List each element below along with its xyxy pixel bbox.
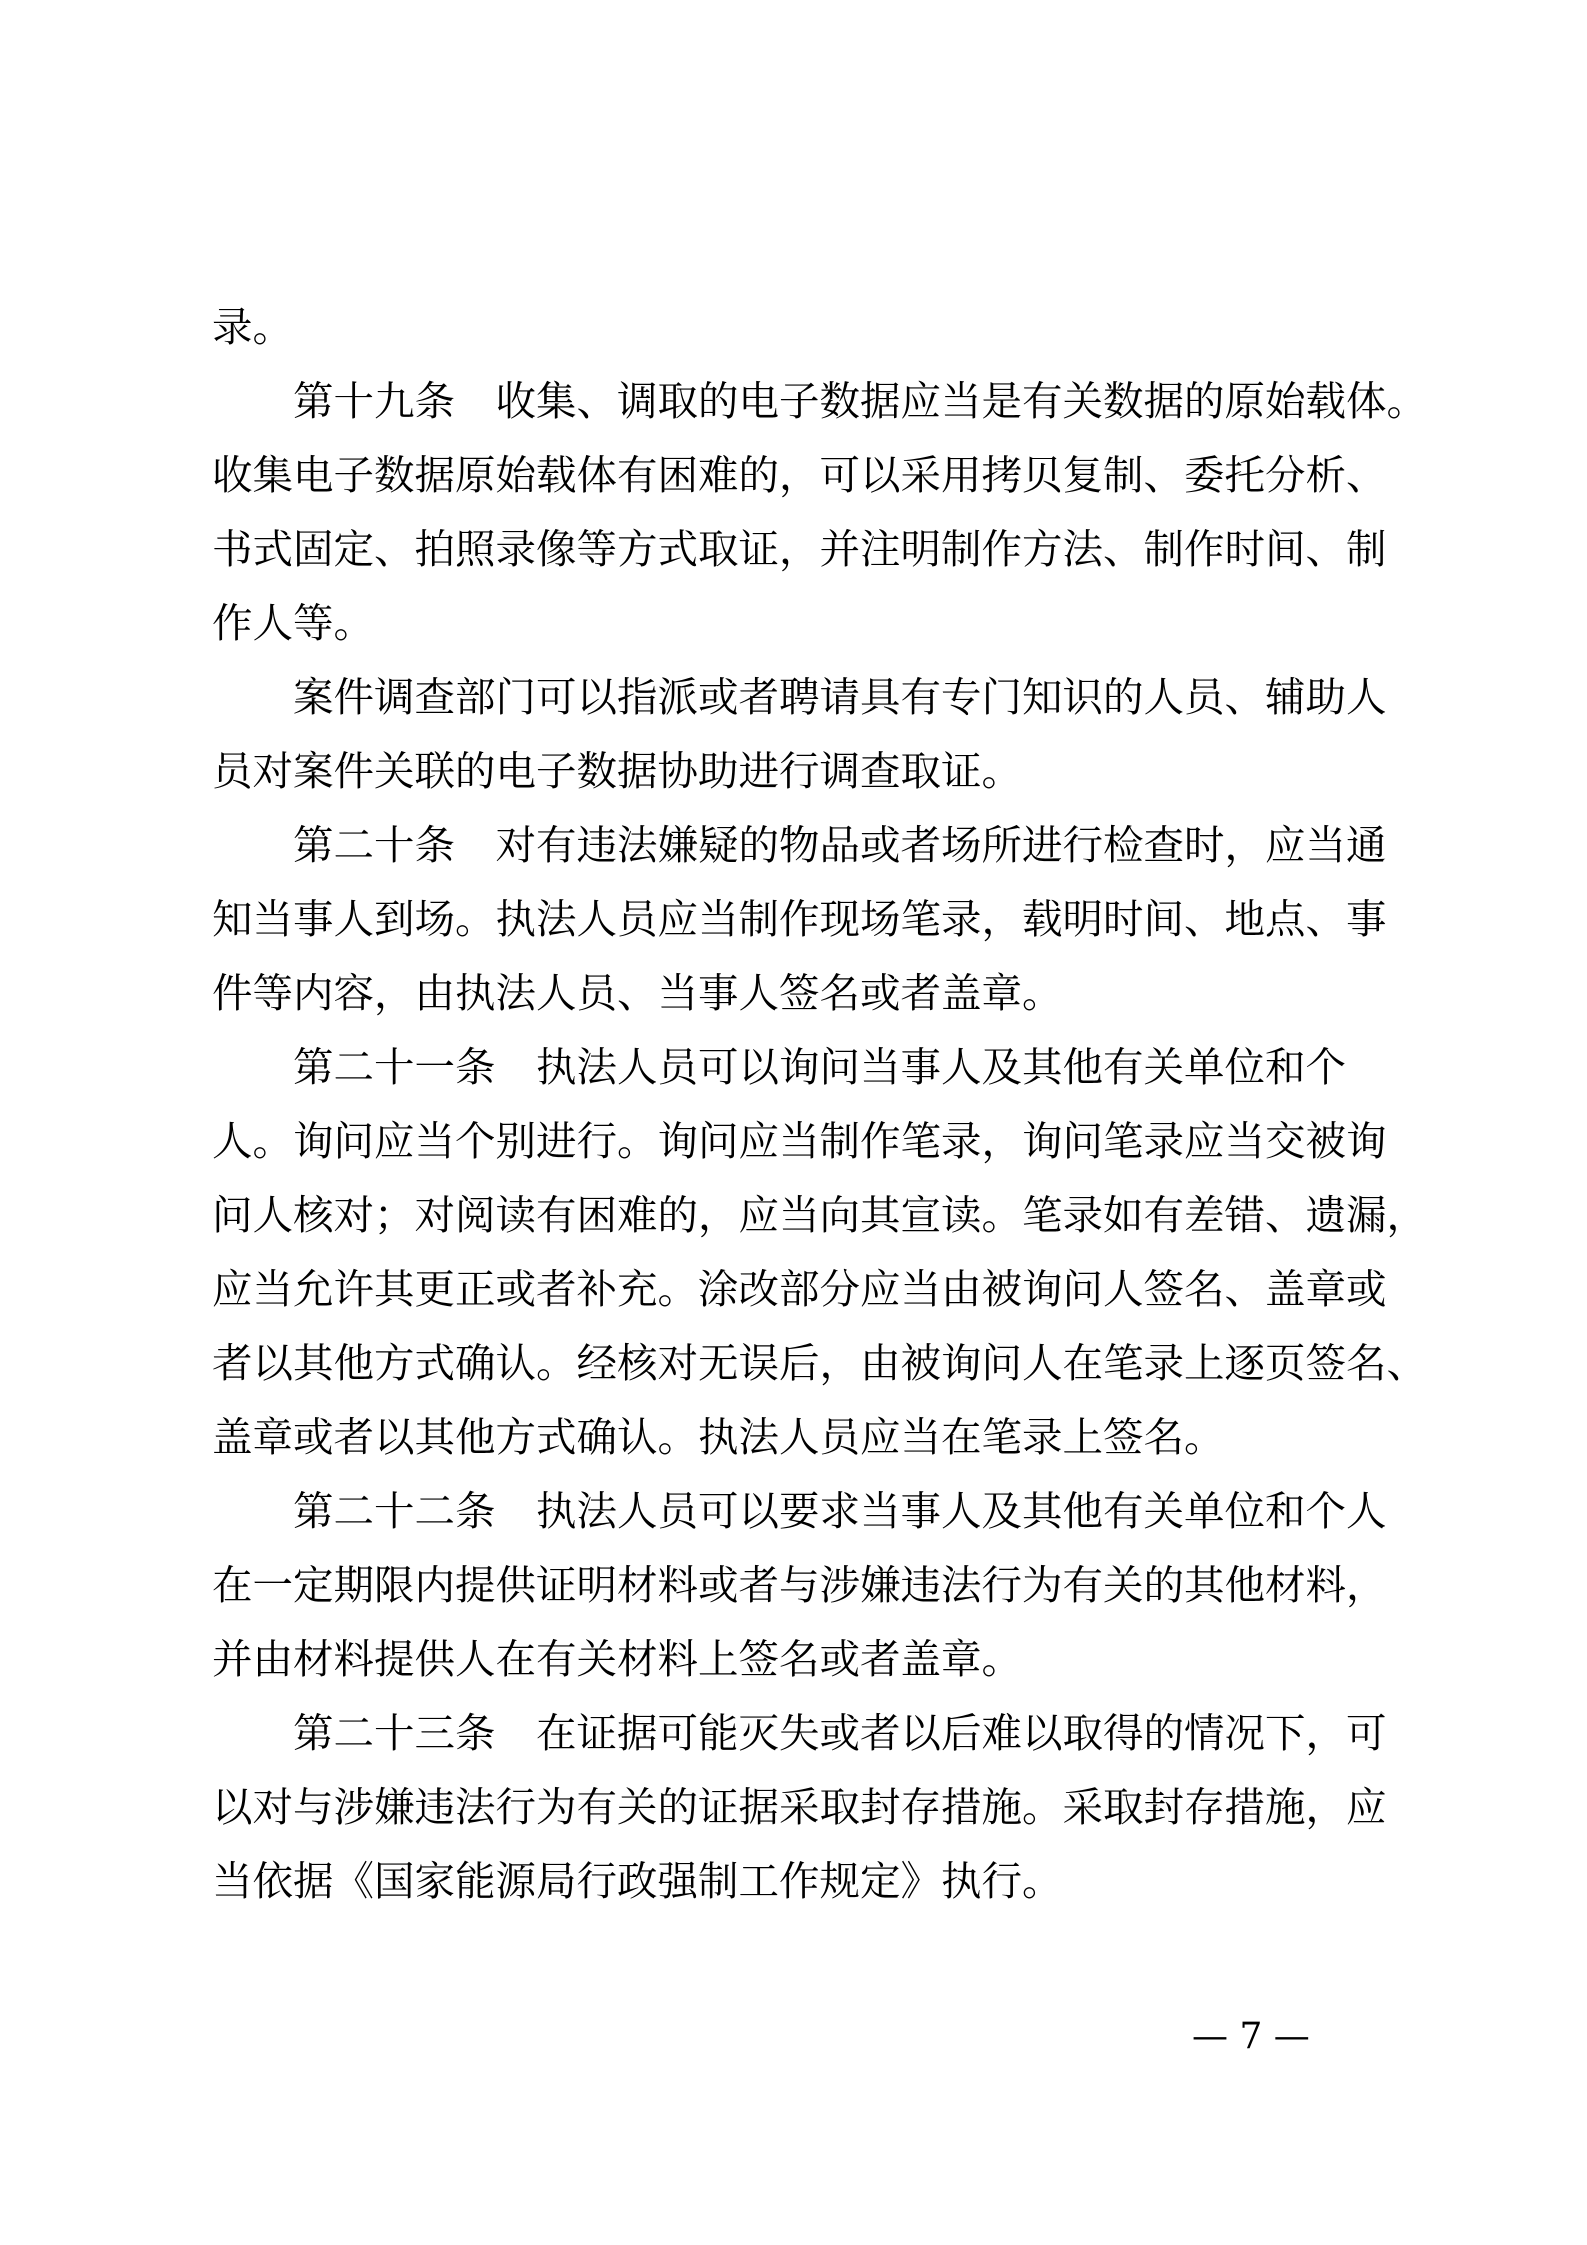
text-line: 收集电子数据原始载体有困难的，可以采用拷贝复制、委托分析、 [212,451,1387,499]
text-line: 者以其他方式确认。经核对无误后，由被询问人在笔录上逐页签名、 [212,1339,1427,1387]
page-number: — 7 — [1192,2016,1310,2057]
text-line: 人。询问应当个别进行。询问应当制作笔录，询问笔录应当交被询 [212,1117,1387,1165]
text-line: 第二十三条 在证据可能灭失或者以后难以取得的情况下，可 [212,1709,1387,1757]
text-line: 作人等。 [212,599,374,647]
text-line: 在一定期限内提供证明材料或者与涉嫌违法行为有关的其他材料， [212,1561,1387,1609]
text-line: 案件调查部门可以指派或者聘请具有专门知识的人员、辅助人 [212,673,1387,721]
text-line: 问人核对；对阅读有困难的，应当向其宣读。笔录如有差错、遗漏， [212,1191,1427,1239]
text-line: 件等内容，由执法人员、当事人签名或者盖章。 [212,969,1063,1017]
text-line: 盖章或者以其他方式确认。执法人员应当在笔录上签名。 [212,1413,1225,1461]
text-line: 第十九条 收集、调取的电子数据应当是有关数据的原始载体。 [212,377,1427,425]
text-line: 第二十一条 执法人员可以询问当事人及其他有关单位和个 [212,1043,1346,1091]
text-line: 应当允许其更正或者补充。涂改部分应当由被询问人签名、盖章或 [212,1265,1387,1313]
text-line: 当依据《国家能源局行政强制工作规定》执行。 [212,1857,1063,1905]
text-line: 以对与涉嫌违法行为有关的证据采取封存措施。采取封存措施，应 [212,1783,1387,1831]
text-line: 知当事人到场。执法人员应当制作现场笔录，载明时间、地点、事 [212,895,1387,943]
text-line: 并由材料提供人在有关材料上签名或者盖章。 [212,1635,1022,1683]
text-line: 录。 [212,303,293,351]
text-line: 员对案件关联的电子数据协助进行调查取证。 [212,747,1022,795]
text-line: 书式固定、拍照录像等方式取证，并注明制作方法、制作时间、制 [212,525,1387,573]
text-line: 第二十条 对有违法嫌疑的物品或者场所进行检查时，应当通 [212,821,1387,869]
text-line: 第二十二条 执法人员可以要求当事人及其他有关单位和个人 [212,1487,1387,1535]
